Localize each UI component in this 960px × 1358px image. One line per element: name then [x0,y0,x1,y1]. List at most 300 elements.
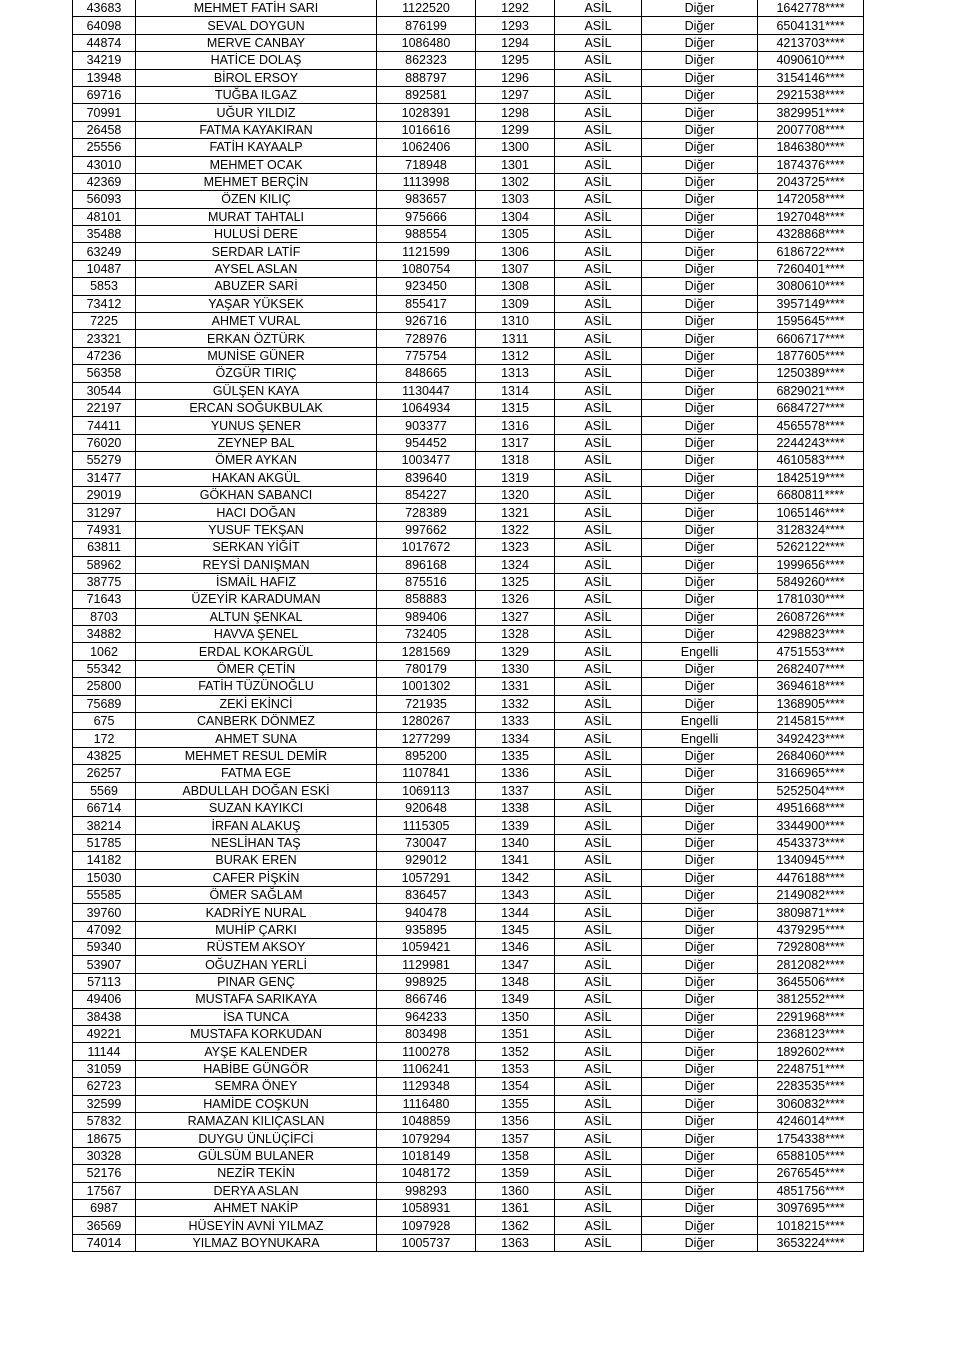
category-cell: Diğer [642,782,758,799]
table-row [73,347,864,364]
name-cell: İSMAİL HAFIZ [136,573,377,590]
results-table [72,0,864,1252]
masked-id-cell: 3060832**** [758,1095,864,1112]
rank-cell: 1300 [476,139,555,156]
status-cell: ASİL [555,730,642,747]
table-row [73,991,864,1008]
number-cell: 983657 [377,191,476,208]
table-row [73,313,864,330]
name-cell: NESLİHAN TAŞ [136,834,377,851]
status-cell: ASİL [555,1113,642,1130]
masked-id-cell: 4213703**** [758,34,864,51]
table-row [73,243,864,260]
id-cell: 63811 [73,539,136,556]
masked-id-cell: 2812082**** [758,956,864,973]
rank-cell: 1332 [476,695,555,712]
category-cell: Diğer [642,660,758,677]
status-cell: ASİL [555,347,642,364]
status-cell: ASİL [555,556,642,573]
table-row [73,973,864,990]
category-cell: Diğer [642,1165,758,1182]
number-cell: 1059421 [377,939,476,956]
table-row [73,1008,864,1025]
status-cell: ASİL [555,678,642,695]
id-cell: 75689 [73,695,136,712]
name-cell: MERVE CANBAY [136,34,377,51]
masked-id-cell: 4090610**** [758,52,864,69]
id-cell: 13948 [73,69,136,86]
name-cell: ÖMER SAĞLAM [136,886,377,903]
status-cell: ASİL [555,799,642,816]
table-row [73,1199,864,1216]
masked-id-cell: 1892602**** [758,1043,864,1060]
id-cell: 34219 [73,52,136,69]
masked-id-cell: 7292808**** [758,939,864,956]
number-cell: 1028391 [377,104,476,121]
category-cell: Diğer [642,208,758,225]
number-cell: 1001302 [377,678,476,695]
number-cell: 1281569 [377,643,476,660]
name-cell: ÖMER AYKAN [136,452,377,469]
name-cell: DERYA ASLAN [136,1182,377,1199]
category-cell: Diğer [642,1026,758,1043]
status-cell: ASİL [555,834,642,851]
masked-id-cell: 6684727**** [758,399,864,416]
table-row [73,278,864,295]
name-cell: RAMAZAN KILIÇASLAN [136,1113,377,1130]
masked-id-cell: 2145815**** [758,713,864,730]
name-cell: MEHMET OCAK [136,156,377,173]
id-cell: 74931 [73,521,136,538]
category-cell: Diğer [642,1199,758,1216]
rank-cell: 1328 [476,626,555,643]
name-cell: OĞUZHAN YERLİ [136,956,377,973]
table-row [73,1078,864,1095]
masked-id-cell: 1927048**** [758,208,864,225]
status-cell: ASİL [555,591,642,608]
table-row [73,556,864,573]
status-cell: ASİL [555,608,642,625]
table-row [73,226,864,243]
name-cell: CAFER PİŞKİN [136,869,377,886]
id-cell: 17567 [73,1182,136,1199]
status-cell: ASİL [555,973,642,990]
id-cell: 38438 [73,1008,136,1025]
id-cell: 7225 [73,313,136,330]
rank-cell: 1336 [476,765,555,782]
name-cell: SUZAN KAYIKCI [136,799,377,816]
category-cell: Diğer [642,904,758,921]
number-cell: 989406 [377,608,476,625]
id-cell: 675 [73,713,136,730]
table-row [73,69,864,86]
category-cell: Diğer [642,1095,758,1112]
masked-id-cell: 2921538**** [758,86,864,103]
name-cell: BİROL ERSOY [136,69,377,86]
table-row [73,730,864,747]
table-row [73,469,864,486]
rank-cell: 1361 [476,1199,555,1216]
status-cell: ASİL [555,747,642,764]
rank-cell: 1333 [476,713,555,730]
masked-id-cell: 3492423**** [758,730,864,747]
masked-id-cell: 2283535**** [758,1078,864,1095]
table-row [73,591,864,608]
category-cell: Diğer [642,486,758,503]
table-row [73,660,864,677]
number-cell: 1130447 [377,382,476,399]
id-cell: 30544 [73,382,136,399]
category-cell: Diğer [642,86,758,103]
number-cell: 858883 [377,591,476,608]
id-cell: 55342 [73,660,136,677]
rank-cell: 1356 [476,1113,555,1130]
category-cell: Diğer [642,1130,758,1147]
category-cell: Diğer [642,382,758,399]
category-cell: Diğer [642,260,758,277]
id-cell: 25556 [73,139,136,156]
name-cell: FATMA EGE [136,765,377,782]
masked-id-cell: 1642778**** [758,0,864,17]
table-row [73,539,864,556]
id-cell: 26257 [73,765,136,782]
status-cell: ASİL [555,295,642,312]
rank-cell: 1295 [476,52,555,69]
results-table-body [73,0,864,1252]
category-cell: Diğer [642,765,758,782]
number-cell: 728389 [377,504,476,521]
id-cell: 63249 [73,243,136,260]
category-cell: Diğer [642,1043,758,1060]
category-cell: Diğer [642,173,758,190]
rank-cell: 1317 [476,434,555,451]
table-row [73,852,864,869]
category-cell: Diğer [642,1060,758,1077]
masked-id-cell: 3080610**** [758,278,864,295]
name-cell: ZEKİ EKİNCİ [136,695,377,712]
rank-cell: 1311 [476,330,555,347]
name-cell: ÖZGÜR TIRIÇ [136,365,377,382]
status-cell: ASİL [555,782,642,799]
number-cell: 1064934 [377,399,476,416]
table-row [73,104,864,121]
category-cell: Diğer [642,0,758,17]
number-cell: 975666 [377,208,476,225]
masked-id-cell: 5262122**** [758,539,864,556]
masked-id-cell: 3154146**** [758,69,864,86]
masked-id-cell: 6186722**** [758,243,864,260]
table-row [73,573,864,590]
name-cell: MURAT TAHTALI [136,208,377,225]
name-cell: AHMET SUNA [136,730,377,747]
table-row [73,817,864,834]
status-cell: ASİL [555,1078,642,1095]
category-cell: Diğer [642,678,758,695]
id-cell: 29019 [73,486,136,503]
id-cell: 10487 [73,260,136,277]
status-cell: ASİL [555,521,642,538]
rank-cell: 1296 [476,69,555,86]
id-cell: 69716 [73,86,136,103]
name-cell: ABUZER SARİ [136,278,377,295]
rank-cell: 1357 [476,1130,555,1147]
table-row [73,834,864,851]
table-row [73,1043,864,1060]
table-row [73,747,864,764]
status-cell: ASİL [555,156,642,173]
number-cell: 854227 [377,486,476,503]
status-cell: ASİL [555,904,642,921]
status-cell: ASİL [555,660,642,677]
id-cell: 64098 [73,17,136,34]
table-row [73,52,864,69]
rank-cell: 1310 [476,313,555,330]
table-row [73,1217,864,1234]
status-cell: ASİL [555,417,642,434]
table-row [73,782,864,799]
status-cell: ASİL [555,208,642,225]
id-cell: 31297 [73,504,136,521]
status-cell: ASİL [555,504,642,521]
number-cell: 855417 [377,295,476,312]
id-cell: 56093 [73,191,136,208]
id-cell: 25800 [73,678,136,695]
name-cell: MEHMET RESUL DEMİR [136,747,377,764]
name-cell: HULUSİ DERE [136,226,377,243]
table-row [73,921,864,938]
table-row [73,295,864,312]
name-cell: ABDULLAH DOĞAN ESKİ [136,782,377,799]
rank-cell: 1344 [476,904,555,921]
name-cell: MUHİP ÇARKI [136,921,377,938]
table-row [73,173,864,190]
category-cell: Diğer [642,417,758,434]
number-cell: 1057291 [377,869,476,886]
number-cell: 1122520 [377,0,476,17]
category-cell: Diğer [642,1078,758,1095]
status-cell: ASİL [555,330,642,347]
rank-cell: 1316 [476,417,555,434]
rank-cell: 1309 [476,295,555,312]
number-cell: 896168 [377,556,476,573]
table-row [73,695,864,712]
name-cell: YAŞAR YÜKSEK [136,295,377,312]
rank-cell: 1306 [476,243,555,260]
masked-id-cell: 4298823**** [758,626,864,643]
number-cell: 732405 [377,626,476,643]
status-cell: ASİL [555,695,642,712]
masked-id-cell: 6829021**** [758,382,864,399]
number-cell: 935895 [377,921,476,938]
id-cell: 56358 [73,365,136,382]
name-cell: AHMET VURAL [136,313,377,330]
masked-id-cell: 1999656**** [758,556,864,573]
rank-cell: 1312 [476,347,555,364]
category-cell: Engelli [642,730,758,747]
status-cell: ASİL [555,539,642,556]
table-row [73,1095,864,1112]
rank-cell: 1342 [476,869,555,886]
number-cell: 1115305 [377,817,476,834]
category-cell: Diğer [642,1147,758,1164]
name-cell: REYSİ DANIŞMAN [136,556,377,573]
category-cell: Diğer [642,399,758,416]
name-cell: YUSUF TEKŞAN [136,521,377,538]
id-cell: 42369 [73,173,136,190]
table-row [73,208,864,225]
status-cell: ASİL [555,173,642,190]
status-cell: ASİL [555,1095,642,1112]
status-cell: ASİL [555,382,642,399]
category-cell: Diğer [642,1234,758,1251]
masked-id-cell: 2676545**** [758,1165,864,1182]
rank-cell: 1334 [476,730,555,747]
category-cell: Diğer [642,243,758,260]
masked-id-cell: 1250389**** [758,365,864,382]
id-cell: 57832 [73,1113,136,1130]
rank-cell: 1327 [476,608,555,625]
table-row [73,156,864,173]
masked-id-cell: 3097695**** [758,1199,864,1216]
rank-cell: 1339 [476,817,555,834]
table-row [73,86,864,103]
id-cell: 73412 [73,295,136,312]
table-row [73,34,864,51]
masked-id-cell: 2291968**** [758,1008,864,1025]
masked-id-cell: 4328868**** [758,226,864,243]
name-cell: RÜSTEM AKSOY [136,939,377,956]
number-cell: 1116480 [377,1095,476,1112]
status-cell: ASİL [555,626,642,643]
table-row [73,643,864,660]
category-cell: Diğer [642,1182,758,1199]
category-cell: Diğer [642,539,758,556]
number-cell: 1121599 [377,243,476,260]
category-cell: Diğer [642,365,758,382]
id-cell: 71643 [73,591,136,608]
rank-cell: 1349 [476,991,555,1008]
status-cell: ASİL [555,260,642,277]
rank-cell: 1307 [476,260,555,277]
masked-id-cell: 6504131**** [758,17,864,34]
table-row [73,521,864,538]
masked-id-cell: 3809871**** [758,904,864,921]
rank-cell: 1302 [476,173,555,190]
table-row [73,486,864,503]
name-cell: GÜLSÜM BULANER [136,1147,377,1164]
number-cell: 998925 [377,973,476,990]
category-cell: Diğer [642,869,758,886]
category-cell: Diğer [642,295,758,312]
status-cell: ASİL [555,139,642,156]
id-cell: 36569 [73,1217,136,1234]
category-cell: Diğer [642,556,758,573]
rank-cell: 1305 [476,226,555,243]
status-cell: ASİL [555,226,642,243]
masked-id-cell: 1472058**** [758,191,864,208]
name-cell: PINAR GENÇ [136,973,377,990]
id-cell: 5853 [73,278,136,295]
number-cell: 888797 [377,69,476,86]
rank-cell: 1294 [476,34,555,51]
rank-cell: 1299 [476,121,555,138]
number-cell: 954452 [377,434,476,451]
category-cell: Engelli [642,643,758,660]
table-row [73,678,864,695]
masked-id-cell: 6606717**** [758,330,864,347]
number-cell: 1100278 [377,1043,476,1060]
table-row [73,1234,864,1251]
status-cell: ASİL [555,452,642,469]
category-cell: Diğer [642,747,758,764]
rank-cell: 1352 [476,1043,555,1060]
category-cell: Diğer [642,347,758,364]
name-cell: KADRİYE NURAL [136,904,377,921]
table-row [73,0,864,17]
id-cell: 22197 [73,399,136,416]
status-cell: ASİL [555,1165,642,1182]
rank-cell: 1351 [476,1026,555,1043]
status-cell: ASİL [555,69,642,86]
status-cell: ASİL [555,17,642,34]
rank-cell: 1298 [476,104,555,121]
number-cell: 1069113 [377,782,476,799]
status-cell: ASİL [555,817,642,834]
status-cell: ASİL [555,191,642,208]
category-cell: Diğer [642,191,758,208]
table-row [73,1026,864,1043]
status-cell: ASİL [555,1147,642,1164]
number-cell: 1079294 [377,1130,476,1147]
masked-id-cell: 3829951**** [758,104,864,121]
name-cell: ALTUN ŞENKAL [136,608,377,625]
name-cell: AHMET NAKİP [136,1199,377,1216]
id-cell: 52176 [73,1165,136,1182]
name-cell: MUSTAFA SARIKAYA [136,991,377,1008]
masked-id-cell: 3812552**** [758,991,864,1008]
masked-id-cell: 1877605**** [758,347,864,364]
id-cell: 57113 [73,973,136,990]
rank-cell: 1358 [476,1147,555,1164]
table-row [73,956,864,973]
name-cell: HAKAN AKGÜL [136,469,377,486]
name-cell: YUNUS ŞENER [136,417,377,434]
rank-cell: 1303 [476,191,555,208]
rank-cell: 1320 [476,486,555,503]
number-cell: 1129348 [377,1078,476,1095]
masked-id-cell: 4543373**** [758,834,864,851]
rank-cell: 1345 [476,921,555,938]
category-cell: Diğer [642,939,758,956]
rank-cell: 1341 [476,852,555,869]
rank-cell: 1353 [476,1060,555,1077]
table-row [73,799,864,816]
masked-id-cell: 2682407**** [758,660,864,677]
status-cell: ASİL [555,1130,642,1147]
number-cell: 1280267 [377,713,476,730]
number-cell: 1086480 [377,34,476,51]
rank-cell: 1362 [476,1217,555,1234]
number-cell: 929012 [377,852,476,869]
number-cell: 1017672 [377,539,476,556]
table-row [73,765,864,782]
name-cell: ERKAN ÖZTÜRK [136,330,377,347]
status-cell: ASİL [555,852,642,869]
id-cell: 53907 [73,956,136,973]
rank-cell: 1346 [476,939,555,956]
name-cell: GÖKHAN SABANCI [136,486,377,503]
status-cell: ASİL [555,278,642,295]
